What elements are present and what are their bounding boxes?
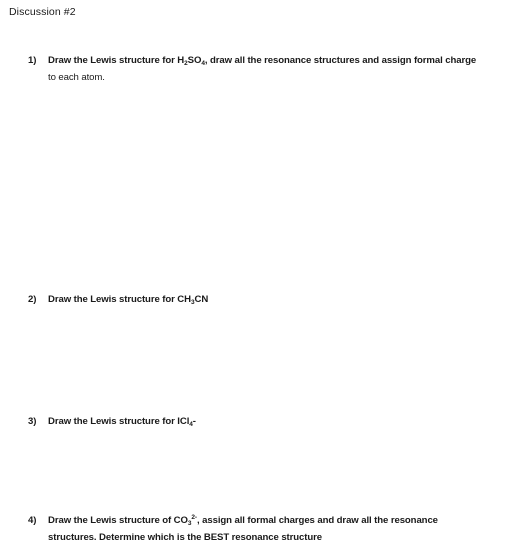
question-text (48, 52, 515, 86)
subscript: 4 (201, 60, 205, 67)
question-text-part: - (192, 416, 196, 427)
question-text-part: CN (194, 294, 209, 305)
question-text-part: , assign all formal charges and draw all the resonance (196, 515, 438, 526)
question-2 (28, 291, 515, 308)
question-text-part: SO (187, 55, 202, 66)
question-3 (28, 413, 515, 430)
subscript: 3 (190, 299, 195, 306)
question-text (48, 512, 515, 546)
subscript: 3 (187, 520, 192, 527)
question-1 (28, 52, 515, 86)
question-text-part: , draw all the resonance structures and assign formal charge (204, 55, 477, 66)
question-text-part: Draw the Lewis structure for CH (48, 294, 191, 305)
question-text (48, 291, 515, 308)
question-number: 4) (28, 515, 37, 526)
superscript: 2- (191, 514, 197, 521)
page-title: Discussion #2 (9, 6, 76, 18)
question-4 (28, 512, 515, 546)
subscript: 4 (189, 421, 193, 428)
question-number: 3) (28, 416, 37, 427)
question-number: 2) (28, 294, 37, 305)
question-text-part: Draw the Lewis structure for ICl (48, 416, 190, 427)
question-text-line2: structures. Determine which is the BEST resonance structure (48, 532, 323, 543)
question-text-line2: to each atom. (48, 72, 105, 83)
question-text-part: Draw the Lewis structure of CO (48, 515, 188, 526)
question-text (48, 413, 515, 430)
question-text-part: Draw the Lewis structure for H (48, 55, 185, 66)
subscript: 2 (184, 60, 188, 67)
question-number: 1) (28, 55, 37, 66)
